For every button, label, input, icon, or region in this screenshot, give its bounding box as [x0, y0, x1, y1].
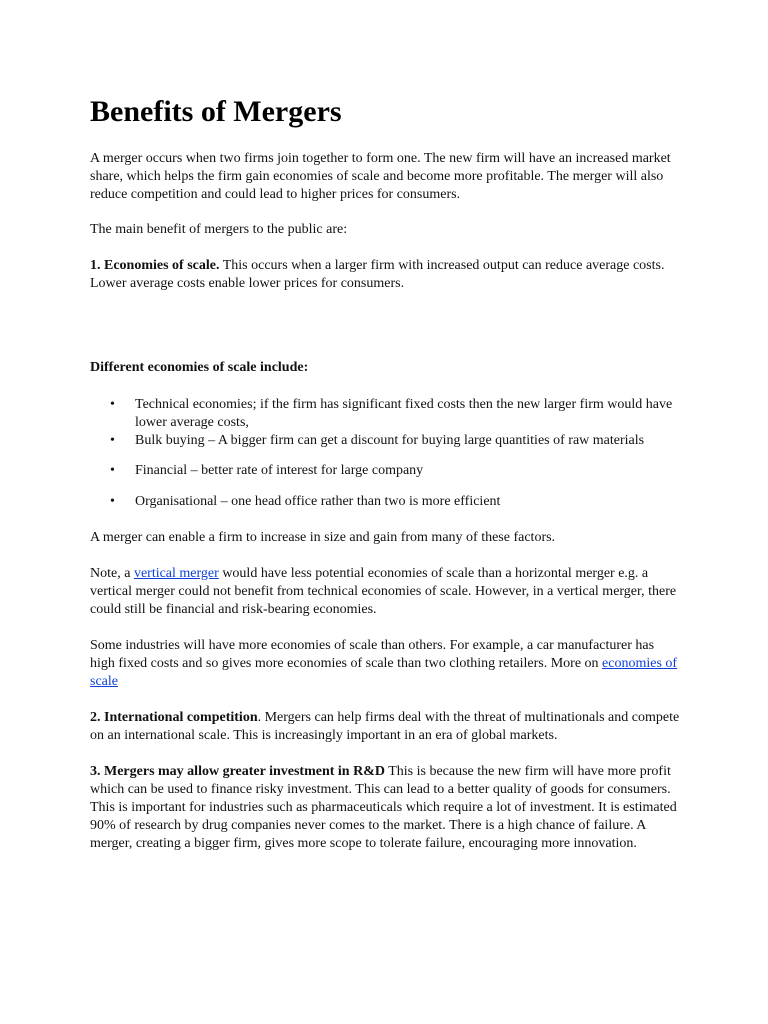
note-paragraph: [90, 565, 680, 619]
note-prefix: Note, a: [90, 566, 134, 581]
point-research-development: [90, 763, 680, 853]
merger-factors-paragraph: A merger can enable a firm to increase in size and gain from many of these factors.: [90, 530, 556, 545]
vertical-merger-link[interactable]: vertical merger: [133, 566, 219, 581]
page-title: Benefits of Mergers: [90, 95, 342, 128]
list-item: • Organisational – one head office rather than two is more efficient: [90, 493, 680, 511]
point-3-text: This is because the new firm will have more profit which can be used to finance risky investment. This can lead to a better quality of goods for consumers. This is important for industries such as pharmaceuticals which require a lot of investment. It is estimated 90% of research by drug companies never comes to the market. There is a high chance of failure. A merger, creating a bigger firm, gives more scope to tolerate failure, encouraging more innovation.: [90, 764, 677, 851]
note-suffix: would have less potential economies of scale than a horizontal merger e.g. a vertical merger could not benefit from technical economies of scale. However, in a vertical merger, there could still be financial and risk-bearing economies.: [90, 566, 677, 617]
industries-paragraph: [90, 637, 680, 691]
main-benefit-intro: The main benefit of mergers to the public are:: [90, 222, 348, 237]
document-page: [90, 92, 680, 853]
list-item: • Technical economies; if the firm has significant fixed costs then the new larger firm would have lower average costs,: [90, 396, 680, 432]
point-international-competition: [90, 709, 680, 745]
point-3-heading: 3. Mergers may allow greater investment in R&D: [90, 764, 385, 779]
list-item: • Financial – better rate of interest for large company: [90, 462, 680, 480]
economies-subheading: Different economies of scale include:: [90, 360, 309, 375]
point-1-heading: 1. Economies of scale.: [90, 258, 220, 273]
point-economies-of-scale: [90, 257, 680, 293]
point-2-heading: 2. International competition: [90, 710, 258, 725]
list-item: • Bulk buying – A bigger firm can get a discount for buying large quantities of raw materials: [90, 432, 680, 450]
economies-list: [90, 396, 680, 511]
intro-paragraph: A merger occurs when two firms join together to form one. The new firm will have an increased market share, which helps the firm gain economies of scale and become more profitable. The merger will also reduce competition and could lead to higher prices for consumers.: [90, 151, 671, 202]
economies-of-scale-link[interactable]: economies of scale: [90, 656, 678, 689]
point-2-text: . Mergers can help firms deal with the threat of multinationals and compete on an international scale. This is increasingly important in an era of global markets.: [90, 710, 680, 743]
industries-text: Some industries will have more economies of scale than others. For example, a car manufacturer has high fixed costs and so gives more economies of scale than two clothing retailers. More on: [90, 638, 655, 671]
point-1-text: This occurs when a larger firm with increased output can reduce average costs. Lower average costs enable lower prices for consumers.: [90, 258, 665, 291]
